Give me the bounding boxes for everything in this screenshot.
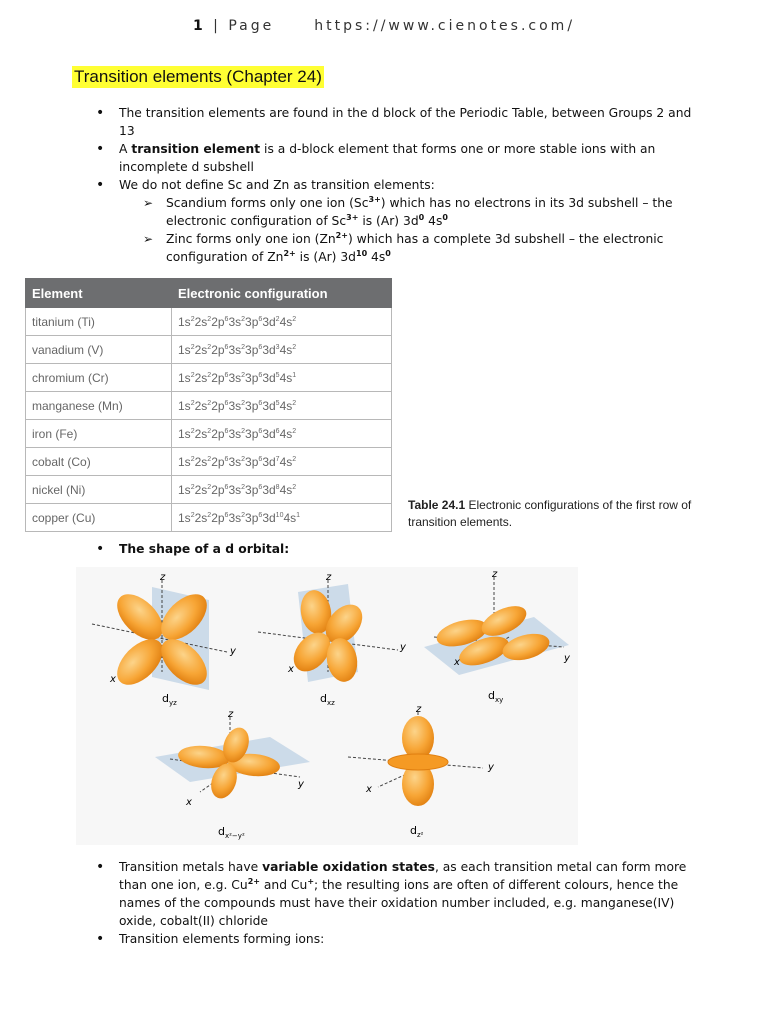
page-number: 1 (192, 18, 206, 34)
configuration-cell: $1s^22s^22p^63s^23p^63d^54s^2$ (172, 392, 392, 420)
table-row (26, 476, 392, 504)
bold-term: variable oxidation states (262, 860, 435, 874)
page-word: Page (228, 18, 275, 34)
svg-text:x: x (110, 674, 116, 685)
sub-list-item: ➢ Zinc forms only one ion $(Zn^{2+})$ which has a complete 3d subshell – the electronic configuration of $Zn^{2+}$ is (Ar) $3d^{10}$ $4s^0$ (143, 230, 696, 266)
configuration-cell: $1s^22s^22p^63s^23p^63d^{10}4s^1$ (172, 504, 392, 532)
orbital-dxy (424, 569, 571, 704)
list-item (96, 176, 696, 266)
table-row (26, 308, 392, 336)
sub-list (119, 194, 696, 266)
orbital-label: $d_{z^2}$ (410, 824, 424, 839)
element-cell: copper (Cu) (26, 504, 172, 532)
element-cell: chromium (Cr) (26, 364, 172, 392)
table-row (26, 448, 392, 476)
orbital-label: $d_{yz}$ (162, 692, 177, 707)
list-item: • Transition metals have variable oxidation states, as each transition metal can form more than one ion, e.g. $Cu^{2+}$ and Cu+; the resulting ions are often of different colours, hence the names of the compounds must have their oxidation number included, e.g. manganese(IV) oxide, cobalt(II) chloride (96, 858, 696, 930)
table-row (26, 504, 392, 532)
page-header: 1 | Page https://www.cienotes.com/ (192, 18, 576, 34)
element-cell: iron (Fe) (26, 420, 172, 448)
column-header-configuration: Electronic configuration (172, 279, 392, 308)
svg-text:x: x (454, 657, 460, 668)
configuration-cell: $1s^22s^22p^63s^23p^63d^84s^2$ (172, 476, 392, 504)
configuration-cell: $1s^22s^22p^63s^23p^63d^64s^2$ (172, 420, 392, 448)
configuration-cell: $1s^22s^22p^63s^23p^63d^74s^2$ (172, 448, 392, 476)
table-row (26, 420, 392, 448)
element-cell: manganese (Mn) (26, 392, 172, 420)
svg-text:y: y (230, 646, 236, 657)
electron-config-table (25, 278, 392, 532)
table-row (26, 336, 392, 364)
bullet-text: is a d-block element that forms one or more stable ions with an incomplete d subshell (119, 142, 656, 174)
svg-text:z: z (326, 572, 332, 583)
caption-text: Electronic configurations of the first row of transition elements. (408, 498, 692, 529)
svg-text:z: z (416, 704, 422, 715)
element-cell: nickel (Ni) (26, 476, 172, 504)
orbital-dx2y2 (155, 709, 310, 840)
oxidation-list (96, 858, 696, 948)
configuration-cell: $1s^22s^22p^63s^23p^63d^24s^2$ (172, 308, 392, 336)
orbital-dz2 (348, 704, 495, 839)
svg-text:z: z (492, 569, 498, 580)
d-orbital-figure (76, 567, 578, 845)
element-cell: vanadium (V) (26, 336, 172, 364)
list-item (96, 140, 696, 176)
configuration-cell: $1s^22s^22p^63s^23p^63d^54s^1$ (172, 364, 392, 392)
svg-text:x: x (186, 797, 192, 808)
configuration-cell: $1s^22s^22p^63s^23p^63d^34s^2$ (172, 336, 392, 364)
orbital-label: $d_{xz}$ (320, 692, 335, 707)
svg-text:x: x (288, 664, 294, 675)
header-url[interactable]: https://www.cienotes.com/ (314, 18, 576, 34)
table-row (26, 364, 392, 392)
page-title: Transition elements (Chapter 24) (74, 67, 322, 86)
svg-text:x: x (366, 784, 372, 795)
bold-term: transition element (131, 142, 261, 156)
shape-bullet: • The shape of a d orbital: (96, 540, 289, 558)
list-item (96, 104, 696, 140)
svg-text:y: y (298, 779, 304, 790)
caption-label: Table 24.1 (408, 498, 466, 512)
list-item: • Transition elements forming ions: (96, 930, 696, 948)
orbital-dyz (92, 572, 237, 707)
svg-text:y: y (400, 642, 406, 653)
table-header-row (26, 279, 392, 308)
svg-text:y: y (488, 762, 494, 773)
bullet-text: A (119, 142, 132, 156)
column-header-element: Element (26, 279, 172, 308)
orbital-dxz (258, 572, 407, 707)
orbital-label: $d_{x^2-y^2}$ (218, 825, 245, 840)
svg-text:y: y (564, 653, 570, 664)
intro-list (96, 104, 696, 266)
d-orbital-diagram (76, 567, 578, 845)
table-row (26, 392, 392, 420)
orbital-label: $d_{xy}$ (488, 689, 504, 704)
bullet-text: We do not define Sc and Zn as transition elements: (119, 178, 435, 192)
table-caption (408, 497, 738, 531)
svg-text:z: z (160, 572, 166, 583)
svg-text:z: z (228, 709, 234, 720)
sub-list-item: ➢ Scandium forms only one ion $(Sc^{3+})$ which has no electrons in its 3d subshell – the electronic configuration of $Sc^{3+}$ is (Ar) $3d^0$ $4s^0$ (143, 194, 696, 230)
bullet-text: The transition elements are found in the d block of the Periodic Table, between Groups 2 and 13 (119, 106, 692, 138)
element-cell: cobalt (Co) (26, 448, 172, 476)
element-cell: titanium (Ti) (26, 308, 172, 336)
